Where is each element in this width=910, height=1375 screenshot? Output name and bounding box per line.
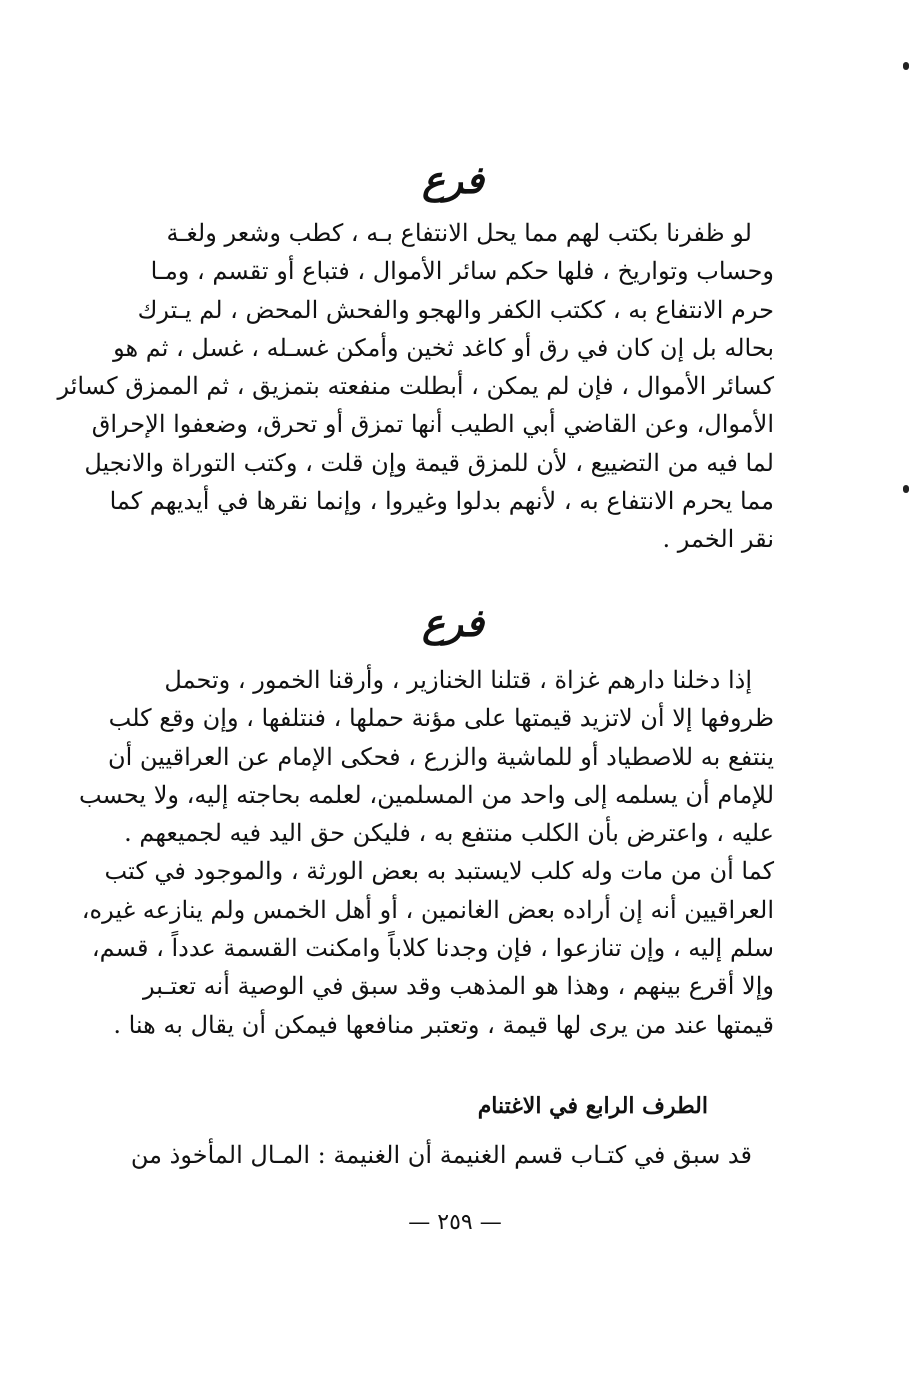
section-1-heading: فرع <box>422 157 484 202</box>
text-line: كما أن من مات وله كلب لايستبد به بعض الورثة ، والموجود في كتب <box>104 857 774 886</box>
text-line: لما فيه من التضييع ، لأن للمزق قيمة وإن قلت ، وكتب التوراة والانجيل <box>84 448 774 477</box>
text-line: للإمام أن يسلمه إلى واحد من المسلمين، لعلمه بحاجته إليه، ولا يحسب <box>78 780 774 809</box>
text-line: العراقيين أنه إن أراده بعض الغانمين ، أو أهل الخمس ولم ينازعه غيره، <box>81 895 774 924</box>
section-2-paragraph <box>78 661 774 1044</box>
text-line: حرم الانتفاع به ، ككتب الكفر والهجو والفحش المحض ، لم يـترك <box>137 295 774 324</box>
section-1-body <box>57 214 774 559</box>
text-line: سلم إليه ، وإن تنازعوا ، فإن وجدنا كلاباً وامكنت القسمة عدداً ، قسم، <box>91 934 774 963</box>
section-2 <box>132 593 774 653</box>
scan-speck <box>903 485 909 493</box>
text-line: ينتفع به للاصطياد أو للماشية والزرع ، فحكى الإمام عن العراقيين أن <box>107 742 774 771</box>
section-3-paragraph <box>132 1136 774 1174</box>
section-2-heading: فرع <box>422 600 484 645</box>
section-1-paragraph <box>57 214 774 559</box>
text-line: كسائر الأموال ، فإن لم يمكن ، أبطلت منفعته بتمزيق ، ثم الممزق كسائر <box>57 372 774 401</box>
text-line: بحاله بل إن كان في رق أو كاغد ثخين وأمكن غسـله ، غسل ، ثم هو <box>113 333 774 362</box>
text-line: نقر الخمر . <box>662 525 774 554</box>
page-number: — ٢٥٩ — <box>408 1210 502 1235</box>
text-line: قد سبق في كتـاب قسم الغنيمة أن الغنيمة : المـال المأخوذ من <box>130 1141 752 1169</box>
scan-speck <box>903 62 909 70</box>
text-line: وحساب وتواريخ ، فلها حكم سائر الأموال ، فتباع أو تقسم ، ومـا <box>150 257 774 286</box>
section-1 <box>132 150 774 210</box>
text-line: الأموال، وعن القاضي أبي الطيب أنها تمزق أو تحرق، وضعفوا الإحراق <box>91 410 774 439</box>
section-3-body <box>132 1136 774 1174</box>
section-3-title: الطرف الرابع في الاغتنام <box>477 1093 708 1119</box>
text-line: ظروفها إلا أن لاتزيد قيمتها على مؤنة حملها ، فنتلفها ، وإن وقع كلب <box>108 704 774 733</box>
text-line: وإلا أقرع بينهم ، وهذا هو المذهب وقد سبق في الوصية أنه تعتـبر <box>143 972 774 1001</box>
text-line: قيمتها عند من يرى لها قيمة ، وتعتبر منافعها فيمكن أن يقال به هنا . <box>113 1010 774 1039</box>
section-2-body <box>78 661 774 1044</box>
text-line: مما يحرم الانتفاع به ، لأنهم بدلوا وغيروا ، وإنما نقرها في أيديهم كما <box>109 487 774 516</box>
section-3 <box>132 1086 774 1126</box>
text-line: إذا دخلنا دارهم غزاة ، قتلنا الخنازير ، وأرقنا الخمور ، وتحمل <box>164 666 752 694</box>
text-line: عليه ، واعترض بأن الكلب منتفع به ، فليكن حق اليد فيه لجميعهم . <box>124 819 774 848</box>
text-line: لو ظفرنا بكتب لهم مما يحل الانتفاع بـه ، كطب وشعر ولغـة <box>166 219 752 247</box>
